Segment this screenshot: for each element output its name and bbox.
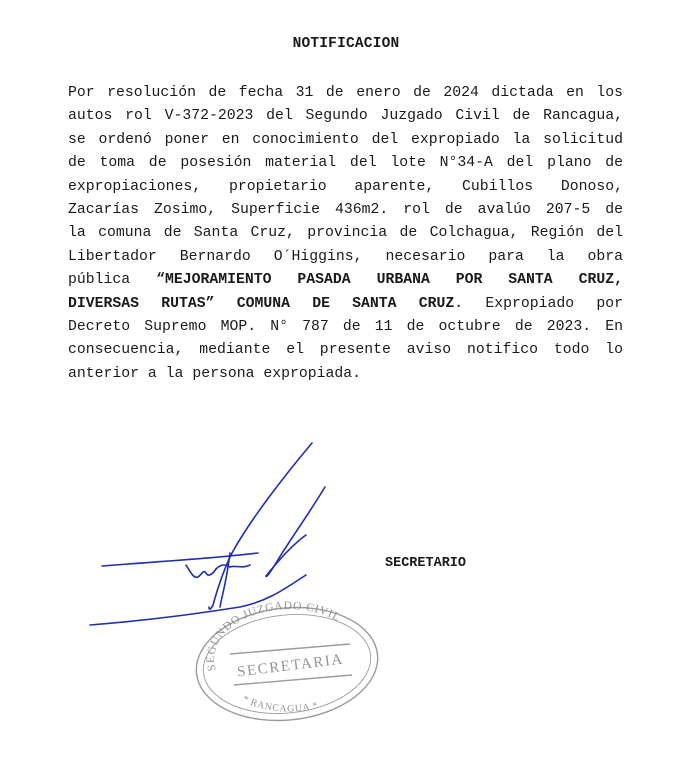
notification-body	[68, 82, 623, 386]
body-line-4: de toma de posesión material del lote N°34-A del plano de	[68, 155, 623, 172]
body-line-6: Zacarías Zosimo, Superficie 436m2. rol de avalúo 207-5 de	[68, 202, 623, 219]
body-line-10	[68, 293, 623, 316]
body-line-13: anterior a la persona expropiada.	[68, 365, 362, 382]
signatory-role: SECRETARIO	[385, 556, 467, 571]
project-name-part-2: DIVERSAS RUTAS” COMUNA DE SANTA CRUZ	[68, 295, 455, 312]
body-line-8: Libertador Bernardo O´Higgins, necesario para la obra	[68, 248, 623, 265]
body-line-2: autos rol V-372-2023 del Segundo Juzgado Civil de Rancagua,	[68, 108, 623, 125]
body-line-7: la comuna de Santa Cruz, provincia de Colchagua, Región del	[68, 225, 623, 242]
body-line-9-prefix: pública	[68, 272, 157, 289]
body-line-10-suffix: . Expropiado por	[454, 295, 623, 312]
body-line-11: Decreto Supremo MOP. N° 787 de 11 de octubre de 2023. En	[68, 319, 623, 336]
body-line-5: expropiaciones, propietario aparente, Cubillos Donoso,	[68, 178, 623, 195]
project-name-part-1: “MEJORAMIENTO PASADA URBANA POR SANTA CRUZ,	[156, 272, 623, 289]
seal-city-text: * RANCAGUA *	[240, 693, 320, 715]
secretaria-seal	[190, 598, 385, 726]
document-title: NOTIFICACION	[292, 36, 400, 52]
body-line-3: se ordenó poner en conocimiento del expropiado la solicitud	[68, 131, 623, 148]
body-line-1: Por resolución de fecha 31 de enero de 2024 dictada en los	[68, 85, 623, 101]
body-line-12: consecuencia, mediante el presente aviso notifico todo lo	[68, 342, 623, 359]
seal-court-text: SEGUNDO JUZGADO CIVIL	[205, 600, 343, 673]
body-line-9	[68, 269, 623, 292]
seal-secretaria-text: SECRETARIA	[236, 651, 345, 681]
